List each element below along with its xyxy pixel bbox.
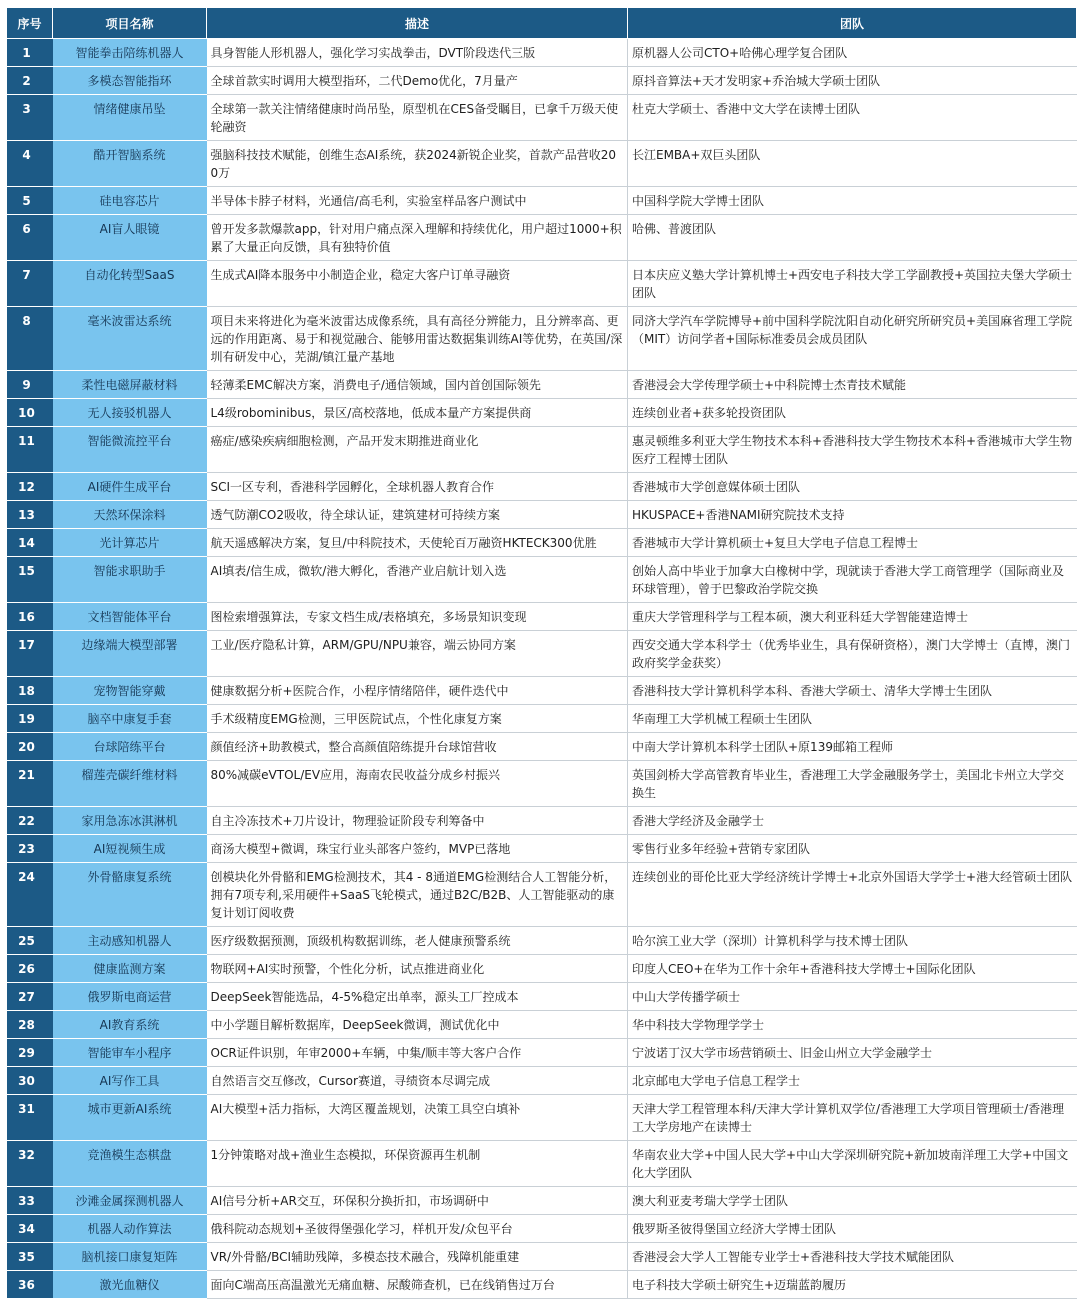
project-name: 沙滩金属探测机器人 xyxy=(53,1187,207,1215)
project-description: 1分钟策略对战+渔业生态模拟，环保资源再生机制 xyxy=(207,1141,628,1187)
table-row xyxy=(7,603,1077,631)
project-name: 台球陪练平台 xyxy=(53,733,207,761)
project-team: 杜克大学硕士、香港中文大学在读博士团队 xyxy=(628,95,1077,141)
project-name: 激光血糖仪 xyxy=(53,1271,207,1299)
project-team: 惠灵顿维多利亚大学生物技术本科+香港科技大学生物技术本科+香港城市大学生物医疗工程博士团队 xyxy=(628,427,1077,473)
project-team: 印度人CEO+在华为工作十余年+香港科技大学博士+国际化团队 xyxy=(628,955,1077,983)
table-row xyxy=(7,1039,1077,1067)
table-row xyxy=(7,307,1077,371)
table-header-row xyxy=(7,8,1077,39)
project-team: 香港城市大学计算机硕士+复旦大学电子信息工程博士 xyxy=(628,529,1077,557)
row-number: 7 xyxy=(7,261,53,307)
table-row xyxy=(7,1141,1077,1187)
header-desc: 描述 xyxy=(207,8,628,39)
project-description: 健康数据分析+医院合作，小程序情绪陪伴，硬件迭代中 xyxy=(207,677,628,705)
project-name: 无人接驳机器人 xyxy=(53,399,207,427)
project-description: 自主冷冻技术+刀片设计，物理验证阶段专利筹备中 xyxy=(207,807,628,835)
project-description: 全球第一款关注情绪健康时尚吊坠，原型机在CES备受瞩目，已拿千万级天使轮融资 xyxy=(207,95,628,141)
project-description: DeepSeek智能选品，4-5%稳定出单率，源头工厂控成本 xyxy=(207,983,628,1011)
project-name: 外骨骼康复系统 xyxy=(53,863,207,927)
project-description: 80%减碳eVTOL/EV应用，海南农民收益分成乡村振兴 xyxy=(207,761,628,807)
project-name: 健康监测方案 xyxy=(53,955,207,983)
project-name: 榴莲壳碳纤维材料 xyxy=(53,761,207,807)
project-description: 创模块化外骨骼和EMG检测技术，其4 - 8通道EMG检测结合人工智能分析，拥有7项专利,采用硬件+SaaS飞轮模式，通过B2C/B2B、人工智能驱动的康复计划订阅收费 xyxy=(207,863,628,927)
project-team: 同济大学汽车学院博导+前中国科学院沈阳自动化研究所研究员+美国麻省理工学院（MIT）访问学者+国际标准委员会成员团队 xyxy=(628,307,1077,371)
table-row xyxy=(7,95,1077,141)
header-team: 团队 xyxy=(628,8,1077,39)
project-name: AI硬件生成平台 xyxy=(53,473,207,501)
table-row xyxy=(7,529,1077,557)
project-team: HKUSPACE+香港NAMI研究院技术支持 xyxy=(628,501,1077,529)
table-row xyxy=(7,215,1077,261)
row-number: 17 xyxy=(7,631,53,677)
project-description: 中小学题目解析数据库，DeepSeek微调，测试优化中 xyxy=(207,1011,628,1039)
project-team: 华南农业大学+中国人民大学+中山大学深圳研究院+新加坡南洋理工大学+中国文化大学团队 xyxy=(628,1141,1077,1187)
row-number: 5 xyxy=(7,187,53,215)
row-number: 18 xyxy=(7,677,53,705)
row-number: 31 xyxy=(7,1095,53,1141)
project-description: 项目未来将进化为毫米波雷达成像系统，具有高径分辨能力，且分辨率高、更远的作用距离、易于和视觉融合、能够用雷达数据集训练AI等优势，在英国/深圳有研发中心，芜湖/镇江量产基地 xyxy=(207,307,628,371)
project-description: 强脑科技技术赋能，创维生态AI系统，获2024新锐企业奖，首款产品营收200万 xyxy=(207,141,628,187)
project-name: 智能微流控平台 xyxy=(53,427,207,473)
table-row xyxy=(7,473,1077,501)
project-name: 主动感知机器人 xyxy=(53,927,207,955)
project-name: 俄罗斯电商运营 xyxy=(53,983,207,1011)
table-row xyxy=(7,835,1077,863)
project-team: 香港科技大学计算机科学本科、香港大学硕士、清华大学博士生团队 xyxy=(628,677,1077,705)
project-team: 华中科技大学物理学学士 xyxy=(628,1011,1077,1039)
project-team: 日本庆应义塾大学计算机博士+西安电子科技大学工学副教授+英国拉夫堡大学硕士团队 xyxy=(628,261,1077,307)
row-number: 26 xyxy=(7,955,53,983)
table-row xyxy=(7,1243,1077,1271)
project-description: 颜值经济+助教模式，整合高颜值陪练提升台球馆营收 xyxy=(207,733,628,761)
project-name: 边缘端大模型部署 xyxy=(53,631,207,677)
table-row xyxy=(7,399,1077,427)
project-name: 毫米波雷达系统 xyxy=(53,307,207,371)
row-number: 23 xyxy=(7,835,53,863)
project-team: 原机器人公司CTO+哈佛心理学复合团队 xyxy=(628,39,1077,67)
project-name: 竞渔模生态棋盘 xyxy=(53,1141,207,1187)
row-number: 12 xyxy=(7,473,53,501)
project-description: 面向C端高压高温激光无痛血糖、尿酸筛查机，已在线销售过万台 xyxy=(207,1271,628,1299)
project-name: 机器人动作算法 xyxy=(53,1215,207,1243)
project-description: SCI一区专利，香港科学园孵化，全球机器人教育合作 xyxy=(207,473,628,501)
project-team: 连续创业者+获多轮投资团队 xyxy=(628,399,1077,427)
row-number: 9 xyxy=(7,371,53,399)
table-row xyxy=(7,705,1077,733)
table-row xyxy=(7,631,1077,677)
project-name: AI盲人眼镜 xyxy=(53,215,207,261)
table-row xyxy=(7,955,1077,983)
row-number: 11 xyxy=(7,427,53,473)
project-description: 曾开发多款爆款app，针对用户痛点深入理解和持续优化，用户超过1000+积累了大量正向反馈，具有独特价值 xyxy=(207,215,628,261)
row-number: 36 xyxy=(7,1271,53,1299)
project-team: 连续创业的哥伦比亚大学经济统计学博士+北京外国语大学学士+港大经管硕士团队 xyxy=(628,863,1077,927)
project-team: 原抖音算法+天才发明家+乔治城大学硕士团队 xyxy=(628,67,1077,95)
project-name: 城市更新AI系统 xyxy=(53,1095,207,1141)
row-number: 28 xyxy=(7,1011,53,1039)
table-row xyxy=(7,807,1077,835)
project-team: 中南大学计算机本科学士团队+原139邮箱工程师 xyxy=(628,733,1077,761)
project-description: L4级robominibus，景区/高校落地，低成本量产方案提供商 xyxy=(207,399,628,427)
table-row xyxy=(7,733,1077,761)
row-number: 25 xyxy=(7,927,53,955)
row-number: 13 xyxy=(7,501,53,529)
project-team: 宁波诺丁汉大学市场营销硕士、旧金山州立大学金融学士 xyxy=(628,1039,1077,1067)
row-number: 16 xyxy=(7,603,53,631)
project-team: 电子科技大学硕士研究生+迈瑞蓝韵履历 xyxy=(628,1271,1077,1299)
project-description: 商汤大模型+微调，珠宝行业头部客户签约，MVP已落地 xyxy=(207,835,628,863)
table-row xyxy=(7,927,1077,955)
project-name: AI教育系统 xyxy=(53,1011,207,1039)
table-row xyxy=(7,187,1077,215)
project-description: 癌症/感染疾病细胞检测，产品开发末期推进商业化 xyxy=(207,427,628,473)
project-name: 硅电容芯片 xyxy=(53,187,207,215)
row-number: 19 xyxy=(7,705,53,733)
table-row xyxy=(7,1215,1077,1243)
row-number: 14 xyxy=(7,529,53,557)
row-number: 4 xyxy=(7,141,53,187)
project-description: 俄科院动态规划+圣彼得堡强化学习，样机开发/众包平台 xyxy=(207,1215,628,1243)
table-row xyxy=(7,761,1077,807)
project-name: 家用急冻冰淇淋机 xyxy=(53,807,207,835)
row-number: 20 xyxy=(7,733,53,761)
project-description: OCR证件识别，年审2000+车辆，中集/顺丰等大客户合作 xyxy=(207,1039,628,1067)
project-description: 生成式AI降本服务中小制造企业，稳定大客户订单寻融资 xyxy=(207,261,628,307)
project-name: 酷开智脑系统 xyxy=(53,141,207,187)
project-team: 俄罗斯圣彼得堡国立经济大学博士团队 xyxy=(628,1215,1077,1243)
row-number: 6 xyxy=(7,215,53,261)
table-row xyxy=(7,1187,1077,1215)
project-team: 华南理工大学机械工程硕士生团队 xyxy=(628,705,1077,733)
project-name: 宠物智能穿戴 xyxy=(53,677,207,705)
project-description: 手术级精度EMG检测，三甲医院试点，个性化康复方案 xyxy=(207,705,628,733)
table-body xyxy=(7,39,1077,1299)
project-description: 透气防潮CO2吸收，待全球认证，建筑建材可持续方案 xyxy=(207,501,628,529)
row-number: 35 xyxy=(7,1243,53,1271)
project-team: 澳大利亚麦考瑞大学学士团队 xyxy=(628,1187,1077,1215)
table-row xyxy=(7,1011,1077,1039)
table-row xyxy=(7,39,1077,67)
project-team: 西安交通大学本科学士（优秀毕业生，具有保研资格），澳门大学博士（直博，澳门政府奖学金获奖） xyxy=(628,631,1077,677)
project-description: 物联网+AI实时预警，个性化分析，试点推进商业化 xyxy=(207,955,628,983)
row-number: 21 xyxy=(7,761,53,807)
row-number: 33 xyxy=(7,1187,53,1215)
project-description: AI信号分析+AR交互，环保积分换折扣，市场调研中 xyxy=(207,1187,628,1215)
project-description: AI填表/信生成，微软/港大孵化，香港产业启航计划入选 xyxy=(207,557,628,603)
table-row xyxy=(7,983,1077,1011)
table-row xyxy=(7,1067,1077,1095)
project-team: 中国科学院大学博士团队 xyxy=(628,187,1077,215)
row-number: 24 xyxy=(7,863,53,927)
project-description: 工业/医疗隐私计算，ARM/GPU/NPU兼容，端云协同方案 xyxy=(207,631,628,677)
project-team: 创始人高中毕业于加拿大白橡树中学，现就读于香港大学工商管理学（国际商业及环球管理），曾于巴黎政治学院交换 xyxy=(628,557,1077,603)
table-row xyxy=(7,427,1077,473)
project-team: 香港浸会大学人工智能专业学士+香港科技大学技术赋能团队 xyxy=(628,1243,1077,1271)
project-name: 自动化转型SaaS xyxy=(53,261,207,307)
project-table-container xyxy=(6,7,1076,1292)
table-row xyxy=(7,501,1077,529)
project-team: 长江EMBA+双巨头团队 xyxy=(628,141,1077,187)
project-name: 多模态智能指环 xyxy=(53,67,207,95)
row-number: 2 xyxy=(7,67,53,95)
project-description: 医疗级数据预测，顶级机构数据训练，老人健康预警系统 xyxy=(207,927,628,955)
project-name: 情绪健康吊坠 xyxy=(53,95,207,141)
project-name: 智能审车小程序 xyxy=(53,1039,207,1067)
table-row xyxy=(7,141,1077,187)
project-description: 图检索增强算法，专家文档生成/表格填充，多场景知识变现 xyxy=(207,603,628,631)
project-team: 零售行业多年经验+营销专家团队 xyxy=(628,835,1077,863)
row-number: 30 xyxy=(7,1067,53,1095)
table-row xyxy=(7,863,1077,927)
header-no: 序号 xyxy=(7,8,53,39)
project-team: 天津大学工程管理本科/天津大学计算机双学位/香港理工大学项目管理硕士/香港理工大学房地产在读博士 xyxy=(628,1095,1077,1141)
row-number: 3 xyxy=(7,95,53,141)
table-row xyxy=(7,557,1077,603)
project-name: AI短视频生成 xyxy=(53,835,207,863)
project-name: 文档智能体平台 xyxy=(53,603,207,631)
row-number: 27 xyxy=(7,983,53,1011)
row-number: 15 xyxy=(7,557,53,603)
table-row xyxy=(7,677,1077,705)
project-description: 自然语言交互修改，Cursor赛道，寻绩资本尽调完成 xyxy=(207,1067,628,1095)
project-description: 具身智能人形机器人，强化学习实战拳击，DVT阶段迭代三版 xyxy=(207,39,628,67)
table-row xyxy=(7,1095,1077,1141)
project-name: 智能拳击陪练机器人 xyxy=(53,39,207,67)
row-number: 10 xyxy=(7,399,53,427)
row-number: 32 xyxy=(7,1141,53,1187)
table-row xyxy=(7,1271,1077,1299)
row-number: 8 xyxy=(7,307,53,371)
project-name: 天然环保涂料 xyxy=(53,501,207,529)
project-description: AI大模型+活力指标，大湾区覆盖规划，决策工具空白填补 xyxy=(207,1095,628,1141)
project-name: 脑机接口康复矩阵 xyxy=(53,1243,207,1271)
project-team: 英国剑桥大学高管教育毕业生，香港理工大学金融服务学士，美国北卡州立大学交换生 xyxy=(628,761,1077,807)
header-name: 项目名称 xyxy=(53,8,207,39)
project-team: 中山大学传播学硕士 xyxy=(628,983,1077,1011)
row-number: 1 xyxy=(7,39,53,67)
row-number: 34 xyxy=(7,1215,53,1243)
project-description: 轻薄柔EMC解决方案，消费电子/通信领域，国内首创国际领先 xyxy=(207,371,628,399)
table-row xyxy=(7,67,1077,95)
project-description: VR/外骨骼/BCI辅助残障，多模态技术融合，残障机能重建 xyxy=(207,1243,628,1271)
project-name: 脑卒中康复手套 xyxy=(53,705,207,733)
project-name: AI写作工具 xyxy=(53,1067,207,1095)
row-number: 22 xyxy=(7,807,53,835)
project-team: 北京邮电大学电子信息工程学士 xyxy=(628,1067,1077,1095)
project-team: 哈尔滨工业大学（深圳）计算机科学与技术博士团队 xyxy=(628,927,1077,955)
project-description: 全球首款实时调用大模型指环，二代Demo优化，7月量产 xyxy=(207,67,628,95)
project-team: 香港城市大学创意媒体硕士团队 xyxy=(628,473,1077,501)
project-team: 香港浸会大学传理学硕士+中科院博士杰青技术赋能 xyxy=(628,371,1077,399)
project-table xyxy=(6,7,1077,1299)
project-name: 柔性电磁屏蔽材料 xyxy=(53,371,207,399)
project-team: 重庆大学管理科学与工程本硕，澳大利亚科廷大学智能建造博士 xyxy=(628,603,1077,631)
project-name: 光计算芯片 xyxy=(53,529,207,557)
project-description: 半导体卡脖子材料，光通信/高毛利，实验室样品客户测试中 xyxy=(207,187,628,215)
table-row xyxy=(7,371,1077,399)
table-row xyxy=(7,261,1077,307)
project-team: 哈佛、普渡团队 xyxy=(628,215,1077,261)
project-name: 智能求职助手 xyxy=(53,557,207,603)
project-description: 航天遥感解决方案，复旦/中科院技术，天使轮百万融资HKTECK300优胜 xyxy=(207,529,628,557)
row-number: 29 xyxy=(7,1039,53,1067)
project-team: 香港大学经济及金融学士 xyxy=(628,807,1077,835)
